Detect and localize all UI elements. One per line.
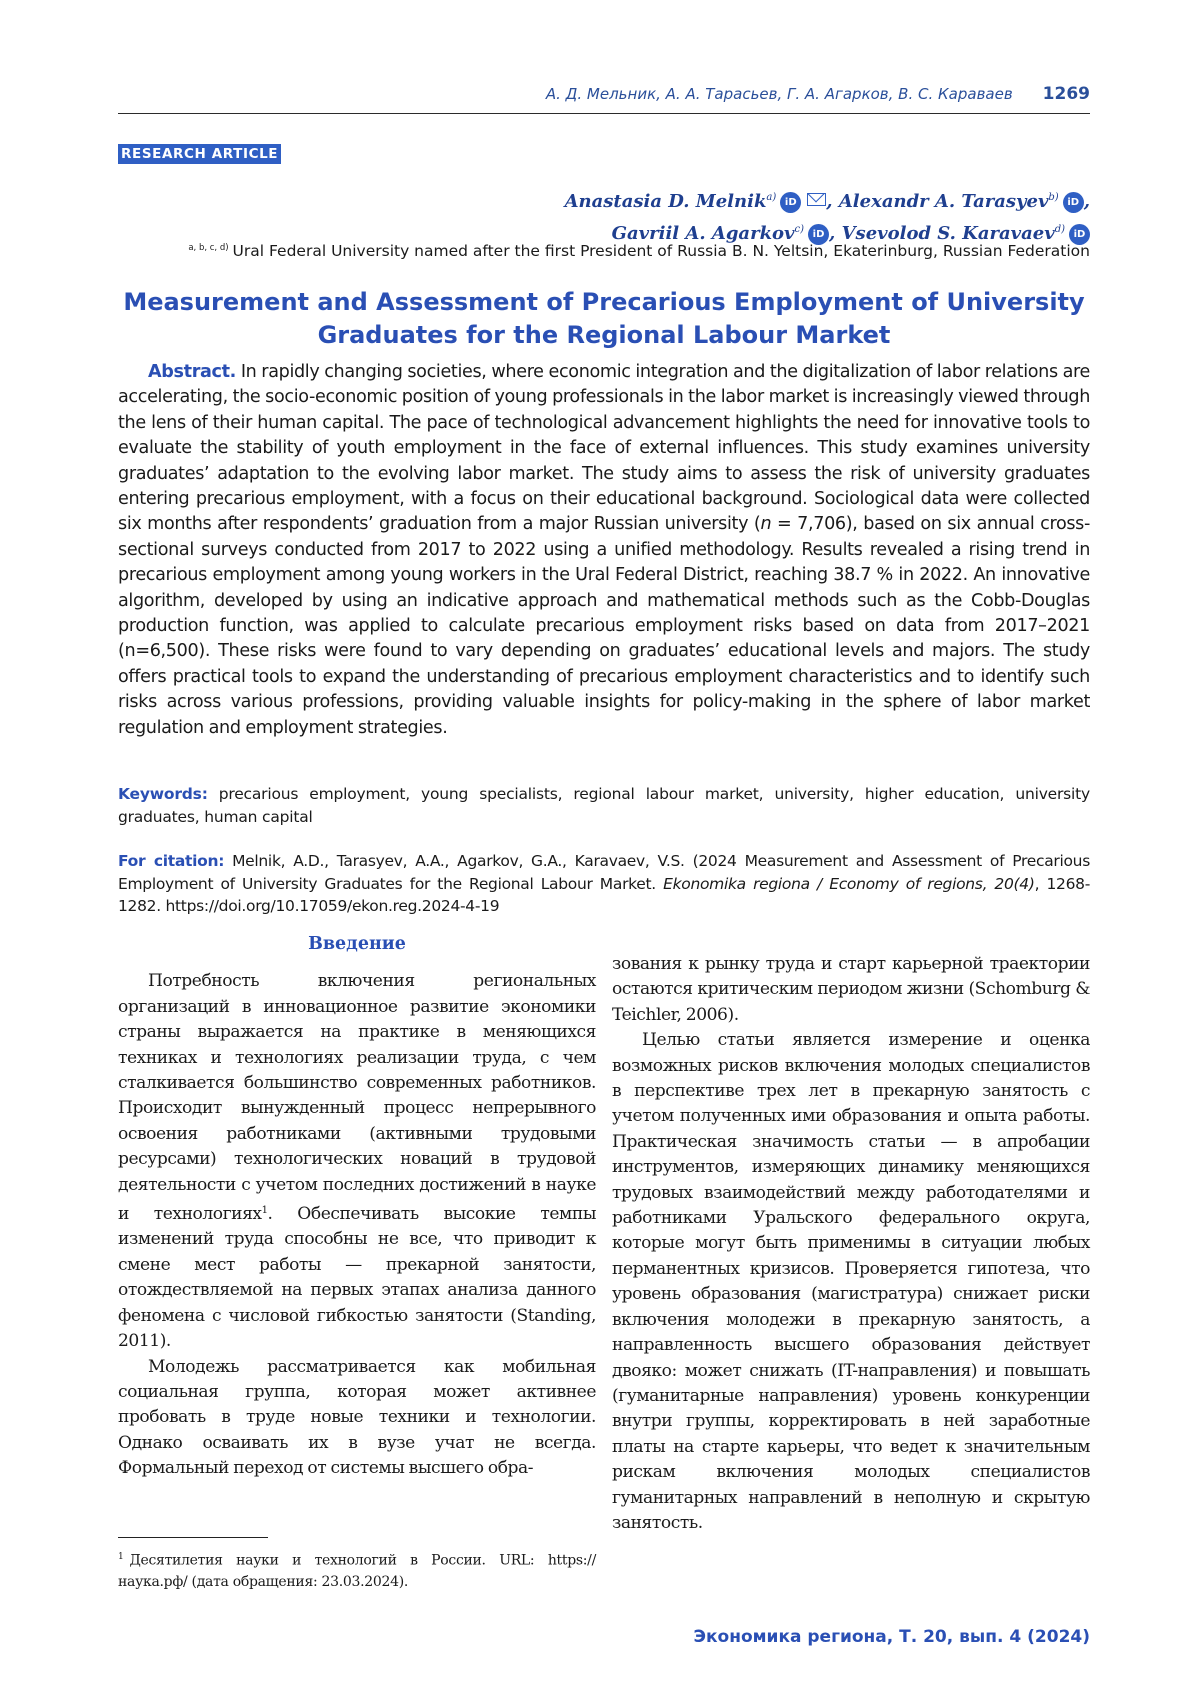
footnote-mark: 1: [118, 1552, 124, 1562]
abstract-text-cont: = 7,706), based on six annual cross-sectional surveys conducted from 2017 to 2022 using a unified methodology. Results revealed a rising trend in precarious employment among young workers in the Ural Federal District, reaching 38.7 % in 2022. An innovative algorithm, developed by using an indicative approach and mathematical methods such as the Cobb-Douglas production function, was applied to calculate precarious employment risks based on data from 2017–2021 (n=6,500). These risks were found to vary depending on graduates’ educational levels and majors. The study offers practical tools to expand the understanding of precarious employment characteristics and to identify such risks across various professions, providing valuable insights for policy-making in the sphere of labor market regulation and employment strategies.: [118, 514, 1090, 738]
author-name[interactable]: Anastasia D. Melnik: [564, 191, 767, 212]
affiliation-text: Ural Federal University named after the first President of Russia B. N. Yeltsin, Ekaterinburg, Russian Federation: [232, 242, 1090, 260]
author-name[interactable]: Alexandr A. Tarasyev: [838, 191, 1049, 212]
citation-doi[interactable]: , 1268-1282. https://doi.org/10.17059/ekon.reg.2024-4-19: [118, 874, 1090, 915]
keywords-text: precarious employment, young specialists, regional labour market, university, higher education, university graduates, human capital: [118, 785, 1091, 826]
footnote-reference[interactable]: 1: [261, 1205, 268, 1217]
running-header-authors: А. Д. Мельник, А. А. Тарасьев, Г. А. Агарков, В. С. Караваев: [545, 85, 1013, 103]
page-number: 1269: [1042, 84, 1090, 104]
abstract-label: Abstract.: [148, 362, 237, 382]
body-paragraph: Целью статьи является измерение и оценка возможных рисков включения молодых специалистов в перспективе трех лет в прекарную занятость с учетом полученных ими образования и опыта работы. Практическая значимость статьи — в апробации инструментов, измеряющих динамику меняющихся трудовых взаимодействий между работодателями и работниками Уральского федерального округа, которые могут быть применимы в ситуации любых перманентных кризисов. Проверяется гипотеза, что уровень образования (магистратура) снижает риски включения молодежи в прекарную занятость, а направленность высшего образования действует двояко: может снижать (IT-направления) и повышать (гуманитарные направления) уровень конкуренции внутри группы, корректировать в ней заработные платы на старте карьеры, что ведет к значительным рискам включения молодых специалистов гуманитарных направлений в неполную и скрытую занятость.: [612, 1030, 1090, 1533]
body-paragraph: зования к рынку труда и старт карьерной траектории остаются критическим периодом жизни (Schomburg & Teichler, 2006).: [612, 954, 1090, 1025]
author-name[interactable]: Vsevolod S. Karavaev: [841, 223, 1055, 244]
journal-footer: Экономика региона, Т. 20, вып. 4 (2024): [693, 1627, 1090, 1647]
body-paragraph: Молодежь рассматривается как мобильная социальная группа, которая может активнее пробовать в труде новые техники и технологии. Однако осваивать их в вузе учат не всегда. Формальный переход от системы высшего обра-: [118, 1356, 596, 1479]
footnote: [118, 1547, 596, 1593]
footnote-divider: [118, 1537, 268, 1538]
citation-text: Melnik, A.D., Tarasyev, A.A., Agarkov, G.A., Karavaev, V.S. (2024 Measurement and Assessment of Precarious Employment of University Graduates for the Regional Labour Market.: [118, 852, 1090, 893]
section-heading: Введение: [308, 934, 406, 954]
orcid-icon[interactable]: iD: [1069, 224, 1090, 245]
orcid-icon[interactable]: iD: [808, 224, 829, 245]
article-type-badge: RESEARCH ARTICLE: [118, 144, 281, 164]
citation: [118, 850, 1090, 918]
author-name[interactable]: Gavriil A. Agarkov: [611, 223, 795, 244]
article-title: Measurement and Assessment of Precarious Employment of University Graduates for the Regional Labour Market: [123, 288, 1085, 349]
orcid-icon[interactable]: iD: [1063, 192, 1084, 213]
affiliation-marks: a, b, c, d): [188, 242, 229, 253]
keywords: [118, 783, 1090, 828]
affiliation: [110, 242, 1090, 260]
body-column-right: [612, 952, 1090, 1536]
body-paragraph: [118, 969, 596, 1354]
body-column-left: [118, 932, 596, 1482]
running-header: [118, 84, 1090, 114]
citation-label: For citation:: [118, 852, 225, 870]
footnote-text: Десятилетия науки и технологий в России. URL: https://наука.рф/ (дата обращения: 23.03.2024).: [118, 1552, 596, 1590]
author-mark: a): [766, 192, 777, 203]
abstract-text: In rapidly changing societies, where economic integration and the digitalization of labor relations are accelerating, the socio-economic position of young professionals in the labor market is increasingly viewed through the lens of their human capital. The pace of technological advancement highlights the need for innovative tools to evaluate the stability of youth employment in the face of external influences. This study examines university graduates’ adaptation to the evolving labor market. The study aims to assess the risk of university graduates entering precarious employment, with a focus on their educational background. Sociological data were collected six months after respondents’ graduation from a major Russian university (: [118, 362, 1090, 535]
email-icon[interactable]: [807, 193, 826, 206]
author-mark: c): [794, 224, 805, 235]
author-list: Anastasia D. Melnik$^{a)}$ iD , Alexandr A. Tarasyev$^{b)}$ iD , Gavriil A. Agarkov$^{c)}$ iD , Vsevolod S. Karavaev$^{d)}$ iD: [564, 191, 1090, 244]
abstract-n-symbol: n: [760, 514, 772, 535]
author-mark: b): [1048, 192, 1059, 203]
author-mark: d): [1054, 224, 1065, 235]
paragraph-text: . Обеспечивать высокие темпы изменений труда способны не все, что приводит к смене мест работы — прекарной занятости, отождествляемой на первых этапах анализа данного феномена с числовой гибкостью занятости (Standing, 2011).: [118, 1204, 596, 1352]
paragraph-text: Потребность включения региональных организаций в инновационное развитие экономики страны выражается на практике в меняющихся техниках и технологиях реализации труда, с чем сталкивается большинство современных работников. Происходит вынужденный процесс непрерывного освоения работниками (активными трудовыми ресурсами) технологических новаций в трудовой деятельности с учетом последних достижений в науке и технологиях: [118, 971, 596, 1225]
orcid-icon[interactable]: iD: [780, 192, 801, 213]
citation-journal: Ekonomika regiona / Economy of regions, 20(4): [663, 874, 1035, 893]
abstract: [118, 360, 1090, 741]
keywords-label: Keywords:: [118, 785, 208, 803]
